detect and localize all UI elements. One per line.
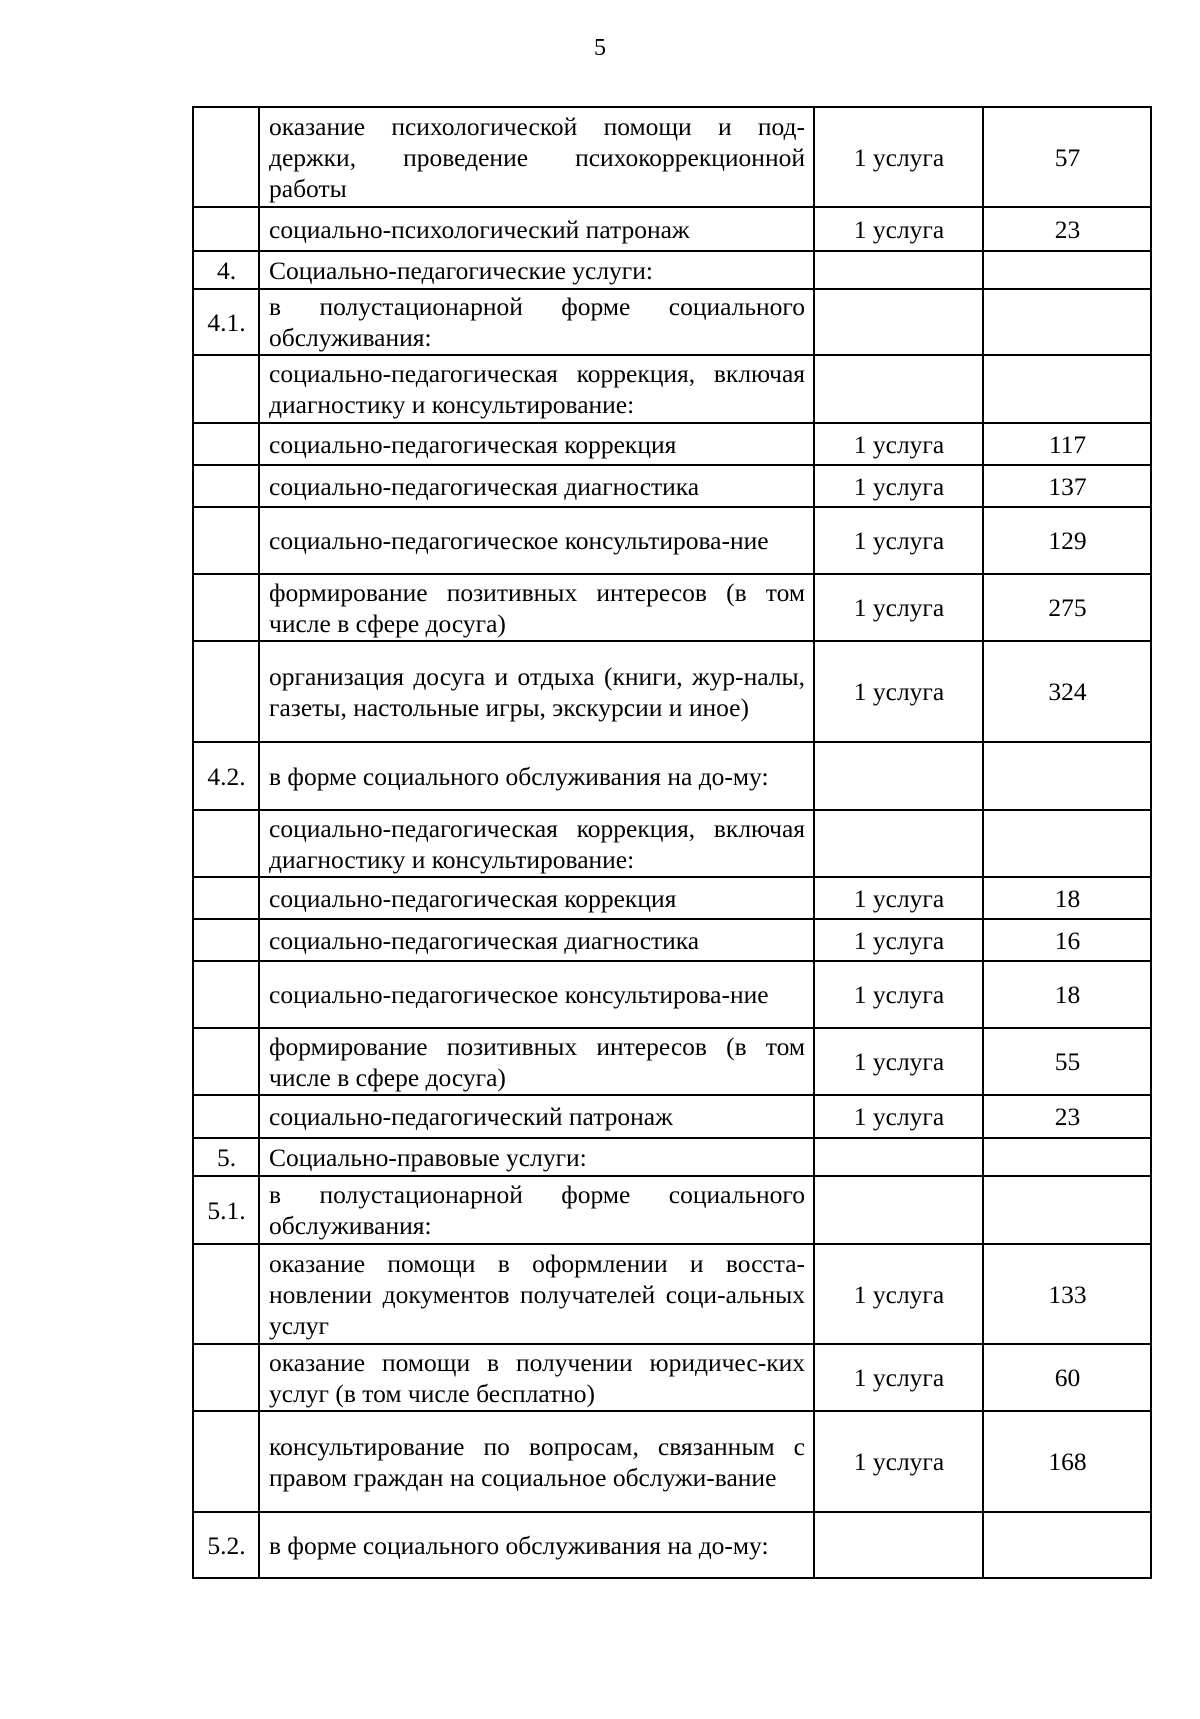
- subsection-heading: в форме социального обслуживания на до-му:: [259, 742, 814, 810]
- row-number: [193, 961, 259, 1028]
- unit-of-measure: 1 услуга: [814, 1095, 983, 1138]
- section-heading: Социально-педагогические услуги:: [259, 251, 814, 289]
- service-value: 23: [983, 1095, 1151, 1138]
- row-number: 5.: [193, 1138, 259, 1176]
- service-value: 137: [983, 465, 1151, 507]
- table-row: [193, 810, 1151, 877]
- unit-of-measure: 1 услуга: [814, 877, 983, 919]
- row-number: 4.: [193, 251, 259, 289]
- table-row: [193, 641, 1151, 742]
- service-name: формирование позитивных интересов (в том числе в сфере досуга): [259, 1028, 814, 1095]
- unit-of-measure: 1 услуга: [814, 1028, 983, 1095]
- service-value: [983, 742, 1151, 810]
- unit-of-measure: [814, 251, 983, 289]
- unit-of-measure: 1 услуга: [814, 1411, 983, 1512]
- unit-of-measure: [814, 289, 983, 355]
- service-name: оказание помощи в получении юридичес-ких услуг (в том числе бесплатно): [259, 1344, 814, 1411]
- service-name: формирование позитивных интересов (в том числе в сфере досуга): [259, 574, 814, 641]
- service-name: социально-педагогический патронаж: [259, 1095, 814, 1138]
- row-number: [193, 1028, 259, 1095]
- row-number: [193, 810, 259, 877]
- service-name: социально-педагогическая коррекция: [259, 877, 814, 919]
- service-value: [983, 1176, 1151, 1244]
- service-group-name: социально-педагогическая коррекция, включая диагностику и консультирование:: [259, 355, 814, 423]
- service-value: 60: [983, 1344, 1151, 1411]
- section-heading: Социально-правовые услуги:: [259, 1138, 814, 1176]
- table-row: [193, 961, 1151, 1028]
- table-row: [193, 251, 1151, 289]
- row-number: 5.2.: [193, 1512, 259, 1578]
- table-row: [193, 507, 1151, 574]
- table-row: [193, 1138, 1151, 1176]
- row-number: [193, 355, 259, 423]
- table-row: [193, 423, 1151, 465]
- service-name: оказание помощи в оформлении и восста-новлении документов получателей соци-альных услуг: [259, 1244, 814, 1344]
- unit-of-measure: 1 услуга: [814, 919, 983, 961]
- subsection-heading: в полустационарной форме социального обслуживания:: [259, 289, 814, 355]
- table-row: [193, 107, 1151, 207]
- service-value: 55: [983, 1028, 1151, 1095]
- row-number: [193, 574, 259, 641]
- service-value: [983, 251, 1151, 289]
- service-value: 129: [983, 507, 1151, 574]
- service-value: 18: [983, 877, 1151, 919]
- service-value: [983, 289, 1151, 355]
- service-value: 23: [983, 207, 1151, 251]
- unit-of-measure: 1 услуга: [814, 423, 983, 465]
- services-table: [192, 106, 1152, 1579]
- service-value: [983, 810, 1151, 877]
- table-row: [193, 1344, 1151, 1411]
- unit-of-measure: 1 услуга: [814, 107, 983, 207]
- table-row: [193, 919, 1151, 961]
- subsection-heading: в форме социального обслуживания на до-му:: [259, 1512, 814, 1578]
- table-row: [193, 742, 1151, 810]
- unit-of-measure: [814, 355, 983, 423]
- service-name: социально-педагогическая коррекция: [259, 423, 814, 465]
- unit-of-measure: 1 услуга: [814, 465, 983, 507]
- row-number: [193, 877, 259, 919]
- service-name: консультирование по вопросам, связанным с правом граждан на социальное обслужи-вание: [259, 1411, 814, 1512]
- unit-of-measure: [814, 1512, 983, 1578]
- row-number: [193, 207, 259, 251]
- row-number: [193, 107, 259, 207]
- service-name: социально-психологический патронаж: [259, 207, 814, 251]
- row-number: [193, 641, 259, 742]
- unit-of-measure: 1 услуга: [814, 641, 983, 742]
- table-row: [193, 207, 1151, 251]
- unit-of-measure: [814, 1138, 983, 1176]
- service-name: организация досуга и отдыха (книги, жур-налы, газеты, настольные игры, экскурсии и иное): [259, 641, 814, 742]
- unit-of-measure: 1 услуга: [814, 574, 983, 641]
- row-number: [193, 1244, 259, 1344]
- unit-of-measure: [814, 742, 983, 810]
- table-row: [193, 1244, 1151, 1344]
- service-value: 133: [983, 1244, 1151, 1344]
- unit-of-measure: [814, 810, 983, 877]
- table-row: [193, 574, 1151, 641]
- service-value: 16: [983, 919, 1151, 961]
- table-row: [193, 1095, 1151, 1138]
- page-number: 5: [594, 35, 606, 61]
- table-row: [193, 289, 1151, 355]
- service-value: 117: [983, 423, 1151, 465]
- row-number: [193, 1095, 259, 1138]
- service-name: социально-педагогическое консультирова-ние: [259, 507, 814, 574]
- services-table-body: [193, 107, 1151, 1578]
- table-row: [193, 1512, 1151, 1578]
- subsection-heading: в полустационарной форме социального обслуживания:: [259, 1176, 814, 1244]
- table-row: [193, 1411, 1151, 1512]
- service-value: 57: [983, 107, 1151, 207]
- table-row: [193, 465, 1151, 507]
- row-number: [193, 1411, 259, 1512]
- service-value: [983, 1512, 1151, 1578]
- unit-of-measure: [814, 1176, 983, 1244]
- table-row: [193, 877, 1151, 919]
- row-number: 4.1.: [193, 289, 259, 355]
- row-number: [193, 919, 259, 961]
- service-value: 275: [983, 574, 1151, 641]
- service-name: социально-педагогическая диагностика: [259, 919, 814, 961]
- service-value: [983, 355, 1151, 423]
- service-name: социально-педагогическое консультирова-ние: [259, 961, 814, 1028]
- row-number: [193, 1344, 259, 1411]
- table-row: [193, 355, 1151, 423]
- unit-of-measure: 1 услуга: [814, 1344, 983, 1411]
- service-name: социально-педагогическая диагностика: [259, 465, 814, 507]
- unit-of-measure: 1 услуга: [814, 961, 983, 1028]
- table-row: [193, 1028, 1151, 1095]
- row-number: [193, 507, 259, 574]
- row-number: 4.2.: [193, 742, 259, 810]
- unit-of-measure: 1 услуга: [814, 1244, 983, 1344]
- unit-of-measure: 1 услуга: [814, 507, 983, 574]
- row-number: [193, 423, 259, 465]
- service-value: 168: [983, 1411, 1151, 1512]
- unit-of-measure: 1 услуга: [814, 207, 983, 251]
- service-value: 18: [983, 961, 1151, 1028]
- table-row: [193, 1176, 1151, 1244]
- service-name: оказание психологической помощи и под-держки, проведение психокоррекционной работы: [259, 107, 814, 207]
- row-number: 5.1.: [193, 1176, 259, 1244]
- service-group-name: социально-педагогическая коррекция, включая диагностику и консультирование:: [259, 810, 814, 877]
- row-number: [193, 465, 259, 507]
- service-value: [983, 1138, 1151, 1176]
- service-value: 324: [983, 641, 1151, 742]
